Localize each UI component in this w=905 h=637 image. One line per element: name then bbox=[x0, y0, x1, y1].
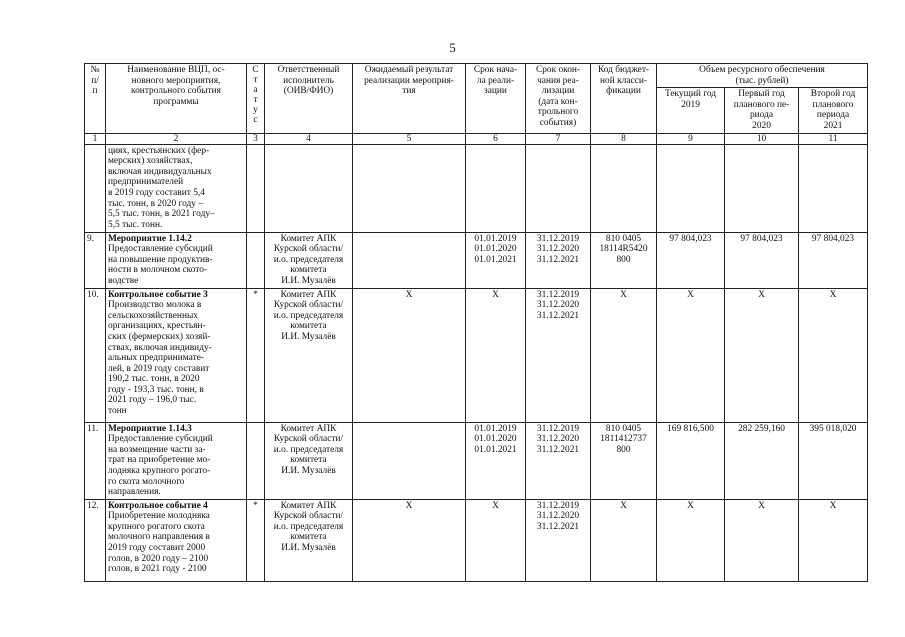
header-end: Срок окон- чания реа- лизации (дата кон- трольного события) bbox=[526, 64, 591, 134]
row-executor: Комитет АПК Курской области/ и.о. председателя комитета И.И. Музалёв bbox=[265, 232, 353, 288]
column-numbers-row bbox=[85, 133, 868, 144]
row-budget-code: 810 0405 18114R5420 800 bbox=[591, 232, 657, 288]
row-funding-2021: 97 804,023 bbox=[799, 232, 868, 288]
col-number: 9 bbox=[657, 133, 725, 144]
col-number: 4 bbox=[265, 133, 353, 144]
row-executor: Комитет АПК Курской области/ и.о. председателя комитета И.И. Музалёв bbox=[265, 288, 353, 422]
row-number bbox=[85, 144, 106, 232]
header-budget: Код бюджет- ной класси- фикации bbox=[591, 64, 657, 134]
header-funding: Объем ресурсного обеспечения (тыс. рублей) bbox=[657, 64, 868, 88]
row-text: Предоставление субсидий на повышение продуктив- ности в молочном ското- водстве bbox=[108, 244, 213, 286]
row-description bbox=[106, 232, 247, 288]
row-funding-2019: 169 816,500 bbox=[657, 422, 725, 499]
row-description bbox=[106, 422, 247, 499]
row-funding-2021: X bbox=[799, 499, 868, 581]
row-funding-2020: X bbox=[725, 288, 799, 422]
row-funding-2019: 97 804,023 bbox=[657, 232, 725, 288]
header-num: № п/ п bbox=[85, 64, 106, 134]
row-number: 9. bbox=[85, 232, 106, 288]
row-start-date: 01.01.2019 01.01.2020 01.01.2021 bbox=[466, 232, 526, 288]
col-number: 2 bbox=[106, 133, 247, 144]
col-number: 5 bbox=[353, 133, 466, 144]
row-start-date: 01.01.2019 01.01.2020 01.01.2021 bbox=[466, 422, 526, 499]
row-number: 11. bbox=[85, 422, 106, 499]
row-funding-2020: 282 259,160 bbox=[725, 422, 799, 499]
row-title: Мероприятие 1.14.3 bbox=[108, 423, 192, 434]
row-text: Производство молока в сельскохозяйственных организациях, крестьян- ских (фермерских) хозяй- ствах, включая индивиду- альных предпринимате- лей, в 2019 году составит 190,2 тыс. тонн, в 2020 году - 193,3 тыс. тонн, в 2021 году – 196,0 тыс. тонн bbox=[108, 300, 212, 417]
row-title: Мероприятие 1.14.2 bbox=[108, 233, 192, 244]
row-executor: Комитет АПК Курской области/ и.о. председателя комитета И.И. Музалёв bbox=[265, 422, 353, 499]
program-table bbox=[84, 63, 868, 582]
row-description bbox=[106, 144, 247, 232]
row-title: Контрольное событие 4 bbox=[108, 500, 208, 511]
col-number: 10 bbox=[725, 133, 799, 144]
header-year-2021: Второй год планового периода 2021 bbox=[799, 88, 868, 133]
col-number: 6 bbox=[466, 133, 526, 144]
row-text: Приобретение молодняка крупного рогатого скота молочного направления в 2019 году составит 2000 голов, в 2020 году – 2100 голов, в 2021 году - 2100 bbox=[108, 511, 210, 575]
row-funding-2021: X bbox=[799, 288, 868, 422]
col-number: 3 bbox=[247, 133, 265, 144]
row-description bbox=[106, 499, 247, 581]
row-result: X bbox=[353, 499, 466, 581]
table-body bbox=[85, 144, 868, 581]
row-result bbox=[353, 144, 466, 232]
page-number: 5 bbox=[449, 40, 456, 55]
header-year-2020: Первый год планового пе- риода 2020 bbox=[725, 88, 799, 133]
row-start-date: X bbox=[466, 499, 526, 581]
row-text: циях, крестьянских (фер- мерских) хозяйствах, включая индивидуальных предпринимателей в 2019 году составит 5,4 тыс. тонн, в 2020 году – 5,5 тыс. тонн, в 2021 году– 5,5 тыс. тонн. bbox=[108, 145, 215, 230]
row-budget-code: X bbox=[591, 288, 657, 422]
header-result: Ожидаемый результат реализации мероприя- тия bbox=[353, 64, 466, 134]
header-row-1 bbox=[85, 64, 868, 88]
table-row bbox=[85, 144, 868, 232]
row-end-date bbox=[526, 144, 591, 232]
row-executor: Комитет АПК Курской области/ и.о. председателя комитета И.И. Музалёв bbox=[265, 499, 353, 581]
row-status: * bbox=[247, 499, 265, 581]
header-status: С т а т у с bbox=[247, 64, 265, 134]
row-funding-2021 bbox=[799, 144, 868, 232]
row-end-date: 31.12.2019 31.12.2020 31.12.2021 bbox=[526, 232, 591, 288]
row-budget-code bbox=[591, 144, 657, 232]
row-end-date: 31.12.2019 31.12.2020 31.12.2021 bbox=[526, 499, 591, 581]
row-funding-2020: 97 804,023 bbox=[725, 232, 799, 288]
row-funding-2019 bbox=[657, 144, 725, 232]
row-end-date: 31.12.2019 31.12.2020 31.12.2021 bbox=[526, 288, 591, 422]
row-number: 12. bbox=[85, 499, 106, 581]
row-funding-2020 bbox=[725, 144, 799, 232]
row-status bbox=[247, 422, 265, 499]
table-row bbox=[85, 422, 868, 499]
row-number: 10. bbox=[85, 288, 106, 422]
table-row bbox=[85, 499, 868, 581]
header-executor: Ответственный исполнитель (ОИВ/ФИО) bbox=[265, 64, 353, 134]
row-funding-2020: X bbox=[725, 499, 799, 581]
col-number: 7 bbox=[526, 133, 591, 144]
row-funding-2021: 395 018,020 bbox=[799, 422, 868, 499]
col-number: 1 bbox=[85, 133, 106, 144]
row-funding-2019: X bbox=[657, 288, 725, 422]
row-end-date: 31.12.2019 31.12.2020 31.12.2021 bbox=[526, 422, 591, 499]
row-start-date: X bbox=[466, 288, 526, 422]
row-status bbox=[247, 232, 265, 288]
row-title: Контрольное событие 3 bbox=[108, 289, 208, 300]
table-row bbox=[85, 288, 868, 422]
row-description bbox=[106, 288, 247, 422]
row-result: X bbox=[353, 288, 466, 422]
header-year-2019: Текущий год 2019 bbox=[657, 88, 725, 133]
table-row bbox=[85, 232, 868, 288]
row-result bbox=[353, 422, 466, 499]
row-text: Предоставление субсидий на возмещение части за- трат на приобретение мо- лодняка крупного рогато- го скота молочного направления. bbox=[108, 434, 213, 498]
row-result bbox=[353, 232, 466, 288]
row-status bbox=[247, 144, 265, 232]
row-budget-code: 810 0405 1811412737 800 bbox=[591, 422, 657, 499]
row-status: * bbox=[247, 288, 265, 422]
row-start-date bbox=[466, 144, 526, 232]
row-budget-code: X bbox=[591, 499, 657, 581]
col-number: 8 bbox=[591, 133, 657, 144]
row-funding-2019: X bbox=[657, 499, 725, 581]
row-executor bbox=[265, 144, 353, 232]
header-name: Наименование ВЦП, ос- новного мероприятия, контрольного события программы bbox=[106, 64, 247, 134]
col-number: 11 bbox=[799, 133, 868, 144]
header-start: Срок нача- ла реали- зации bbox=[466, 64, 526, 134]
